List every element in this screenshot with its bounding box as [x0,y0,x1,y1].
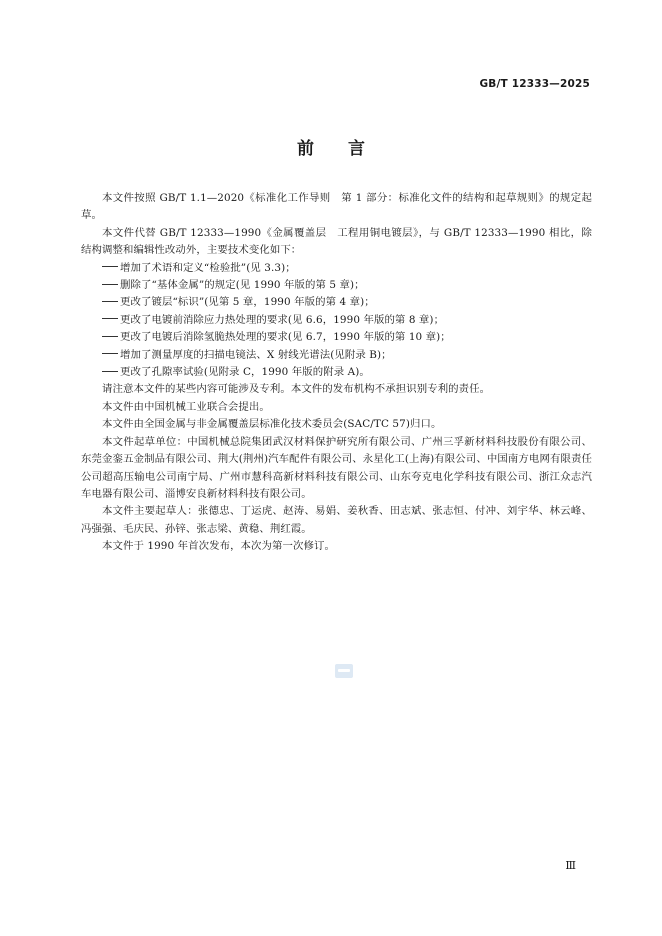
change-text: 更改了镀层“标识”(见第 5 章，1990 年版的第 4 章)； [120,296,375,309]
paragraph-drafting-units: 本文件起草单位：中国机械总院集团武汉材料保护研究所有限公司、广州三孚新材料科技股份有限公司、东莞金銮五金制品有限公司、荆大(荆州)汽车配件有限公司、永星化工(上海)有限公司、中国南方电网有限责任公司超高压输电公司南宁局、广州市慧科高新材料科技有限公司、山东夸克电化学科技有限公司、浙江众志汽车电器有限公司、淄博安良新材料科技有限公司。 [81,435,592,500]
dash-icon [102,318,118,319]
change-text: 更改了电镀前消除应力热处理的要求(见 6.6，1990 年版的第 8 章)； [120,313,445,326]
list-item [81,364,592,381]
list-item [81,347,592,364]
paragraph-patent-notice: 请注意本文件的某些内容可能涉及专利。本文件的发布机构不承担识别专利的责任。 [102,383,491,396]
paragraph-drafters: 本文件主要起草人：张德忠、丁运虎、赵涛、易娟、姜秋香、田志斌、张志恒、付冲、刘宇华、林云峰、冯强强、毛庆民、孙锌、张志梁、黄稳、荆红霞。 [81,505,592,535]
list-item [81,277,592,294]
dash-icon [102,371,118,372]
paragraph-committee: 本文件由全国金属与非金属覆盖层标准化技术委员会(SAC/TC 57)归口。 [102,418,442,431]
change-text: 删除了“基体金属”的规定(见 1990 年版的第 5 章)； [120,279,365,292]
page-title: 前言 [297,139,399,159]
dash-icon [102,353,118,354]
dash-icon [102,284,118,285]
change-text: 更改了电镀后消除氢脆热处理的要求(见 6.7，1990 年版的第 10 章)； [120,331,451,344]
paragraph-proposer: 本文件由中国机械工业联合会提出。 [102,400,270,413]
paragraph-replacement: 本文件代替 GB/T 12333—1990《金属覆盖层 工程用铜电镀层》，与 GB/T 12333—1990 相比，除结构调整和编辑性改动外，主要技术变化如下： [81,226,592,257]
list-item [81,294,592,311]
change-text: 增加了测量厚度的扫描电镜法、X 射线光谱法(见附录 B)； [120,348,392,361]
list-item [81,329,592,346]
standard-code: GB/T 12333—2025 [479,78,590,90]
paragraph-history: 本文件于 1990 年首次发布，本次为第一次修订。 [102,540,335,553]
change-text: 增加了术语和定义“检验批”(见 3.3)； [120,261,296,274]
list-item [81,312,592,329]
dash-icon [102,301,118,302]
page-number: Ⅲ [565,859,576,872]
paragraph-drafting-rules: 本文件按照 GB/T 1.1—2020《标准化工作导则 第 1 部分：标准化文件的结构和起草规则》的规定起草。 [81,192,592,222]
dash-icon [102,266,118,267]
foreword-body [81,190,592,556]
dash-icon [102,336,118,337]
publisher-logo-icon [335,664,353,678]
change-text: 更改了孔隙率试验(见附录 C，1990 年版的附录 A)。 [120,366,370,379]
list-item [81,260,592,277]
technical-changes-list [81,260,592,382]
